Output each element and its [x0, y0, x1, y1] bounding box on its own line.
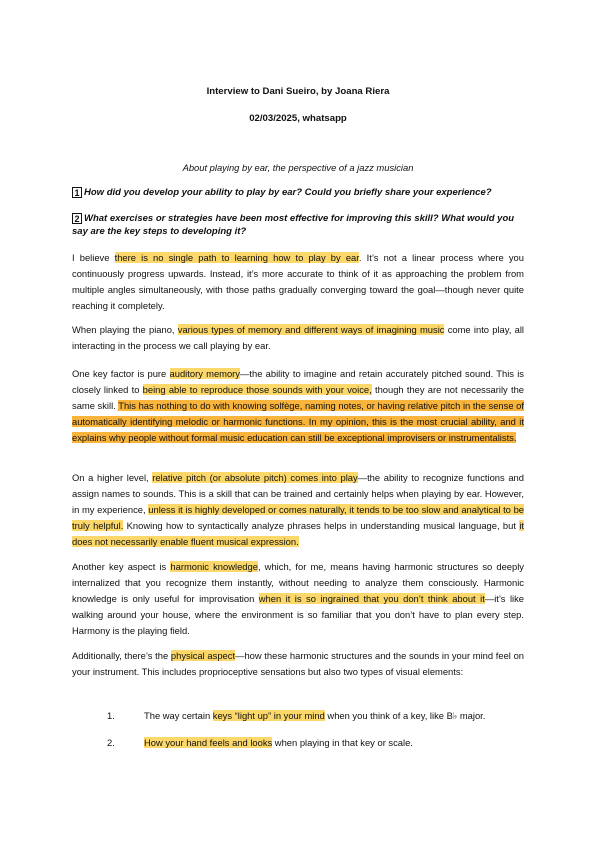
highlight: various types of memory and different ways of imagining music	[177, 324, 445, 335]
list-number: 2.	[107, 737, 115, 748]
text-run: —the ability to imagine and retain accurately pitched sound. This is closely linked to	[72, 368, 524, 395]
question-2	[72, 212, 524, 238]
text-run: I believe	[72, 252, 115, 263]
highlight: keys “light up” in your mind	[212, 710, 325, 721]
list-number: 1.	[107, 710, 115, 721]
paragraph-4	[72, 470, 524, 550]
paragraph-2	[72, 322, 524, 354]
paragraph-3	[72, 366, 524, 446]
text-run: when you think of a key, like B♭ major.	[324, 710, 486, 721]
question-number-box: 2	[72, 213, 82, 224]
highlight: auditory memory	[169, 368, 240, 379]
document-subtitle: About playing by ear, the perspective of a jazz musician	[182, 162, 414, 173]
text-run: when playing in that key or scale.	[272, 737, 413, 748]
text-run: Knowing how to syntactically analyze phrases helps in understanding musical language, but	[123, 520, 520, 531]
question-1	[72, 186, 524, 199]
text-run: The way certain	[144, 710, 213, 721]
text-run: . It’s not a linear process where you continuously progress upwards. Instead, it’s more accurate to think of it as approaching the problem from multiple angles simultaneously, with those paths gradually converging toward the goal—though never quite reaching it completely.	[72, 252, 524, 311]
text-run: Additionally, there’s the	[72, 650, 171, 661]
text-run: —how these harmonic structures and the sounds in your mind feel on your instrument. This includes proprioceptive sensations but also two types of visual elements:	[72, 650, 524, 677]
text-run: —it’s like walking around your house, where the environment is so familiar that you don’t have to plan every step. Harmony is the playing field.	[72, 593, 525, 636]
highlight: there is no single path to learning how to play by ear	[114, 252, 359, 263]
question-number-box: 1	[72, 187, 82, 198]
highlight: physical aspect	[170, 650, 236, 661]
text-run: When playing the piano,	[72, 324, 178, 335]
paragraph-1	[72, 250, 524, 314]
text-run: On a higher level,	[72, 472, 153, 483]
list-item	[107, 709, 524, 723]
paragraph-5	[72, 559, 524, 639]
text-run: Another key aspect is	[72, 561, 171, 572]
highlight: relative pitch (or absolute pitch) comes into play	[152, 472, 358, 483]
text-run: , which, for me, means having harmonic structures so deeply internalized that you recognize them instantly, without needing to analyze them consciously. Harmonic knowledge is only useful for improvisation	[72, 561, 524, 604]
text-run: though they are not necessarily the same skill.	[72, 384, 524, 411]
list-item	[107, 736, 524, 750]
highlight-strong: This has nothing to do with knowing solfège, naming notes, or having relative pitch in the sense of automatically identifying melodic or harmonic functions. In my opinion, this is the most crucial ability, and it explains why people without formal music education can still be exceptional improvisers or instrumentalists.	[72, 400, 524, 443]
document-date: 02/03/2025, whatsapp	[249, 113, 347, 124]
text-run: —the ability to recognize functions and assign names to sounds. This is a skill that can be trained and certainly helps when playing by ear. However, in my experience,	[72, 472, 524, 515]
highlight: How your hand feels and looks	[144, 737, 273, 748]
highlight: it does not necessarily enable fluent musical expression.	[72, 520, 525, 547]
highlight: when it is so ingrained that you don’t think about it	[258, 593, 485, 604]
question-text: What exercises or strategies have been most effective for improving this skill? What would you say are the key steps to developing it?	[72, 213, 515, 237]
highlight: being able to reproduce those sounds with your voice,	[142, 384, 372, 395]
document-title: Interview to Dani Sueiro, by Joana Riera	[206, 86, 390, 97]
highlight: unless it is highly developed or comes naturally, it tends to be too slow and analytical to be truly helpful.	[72, 504, 524, 531]
text-run: come into play, all interacting in the process we call playing by ear.	[72, 324, 524, 351]
text-run: One key factor is pure	[72, 368, 170, 379]
question-text: How did you develop your ability to play by ear? Could you briefly share your experience?	[84, 187, 492, 198]
highlight: harmonic knowledge	[170, 561, 258, 572]
paragraph-6	[72, 648, 524, 680]
